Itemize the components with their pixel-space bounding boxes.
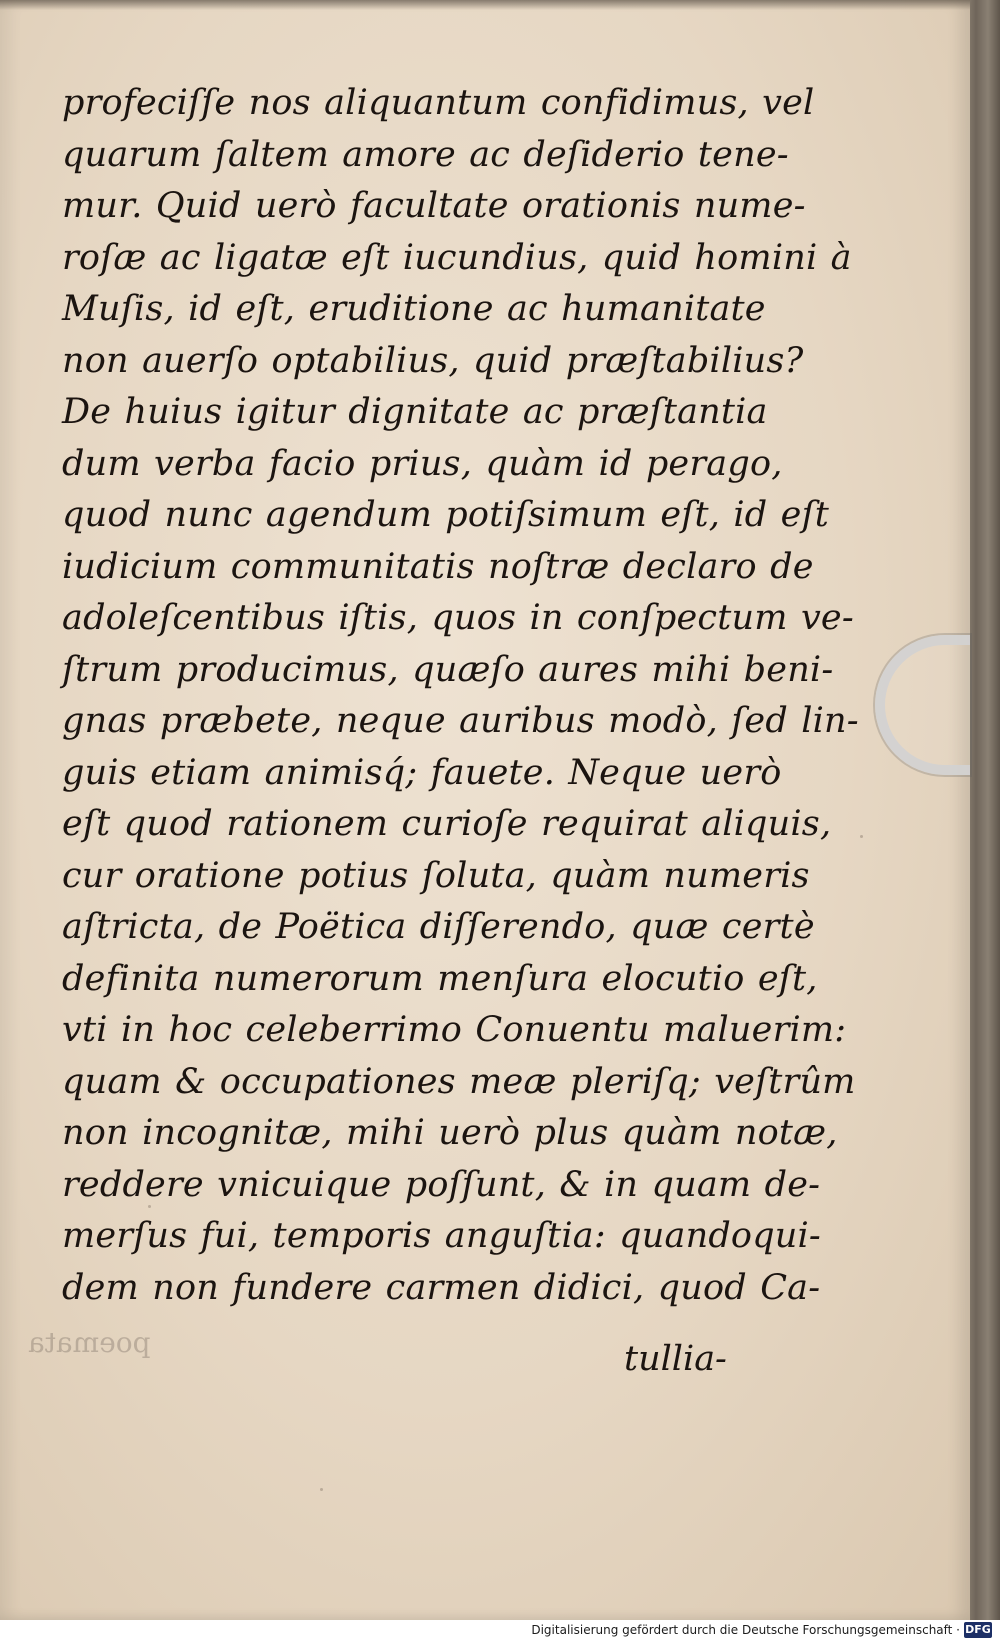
footer-bar [0,1620,1000,1641]
binder-clip [875,635,970,775]
text-line: merſus fui, temporis anguſtia: quandoqui- [62,1216,821,1256]
text-line: gnas præbete, neque auribus modò, ſed lin- [62,701,859,741]
funding-credit: Digitalisierung gefördert durch die Deutsche Forschungsgemeinschaft · [531,1623,960,1637]
text-line: cur oratione potius ſoluta, quàm numeris [62,855,810,896]
text-line: dem non fundere carmen didici, quod Ca- [62,1267,821,1308]
page-top-shadow [0,0,970,10]
text-line: ſtrum producimus, quæſo aures mihi beni- [62,649,834,690]
text-line: reddere vnicuique poſſunt, & in quam de- [62,1164,821,1205]
scan-speck [860,835,863,838]
text-line: guis etiam animisq́; fauete. Neque uerò [62,752,782,793]
catchword: tullia- [624,1339,727,1379]
text-line: dum verba facio prius, quàm id perago, [62,443,783,484]
text-line: non incognitæ, mihi uerò plus quàm notæ, [62,1113,838,1153]
page-text [62,78,859,1314]
scan-speck [148,1205,151,1208]
text-line: adoleſcentibus iſtis, quos in conſpectum ve- [62,598,854,638]
text-line: vti in hoc celeberrimo Conuentu maluerim: [62,1010,847,1050]
text-line: Muſis, id eſt, eruditione ac humanitate [62,289,766,329]
text-line: De huius igitur dignitate ac præſtantia [62,392,768,432]
text-line: iudicium communitatis noſtræ declaro de [62,546,814,587]
dfg-logo: DFG [965,1623,991,1636]
text-line: non auerſo optabilius, quid præſtabilius? [62,340,804,381]
text-line: quod nunc agendum potiſsimum eſt, id eſt [62,495,830,535]
scan-speck [320,1488,323,1491]
text-line: quarum ſaltem amore ac deſiderio tene- [62,134,789,175]
text-line: definita numerorum menſura elocutio eſt, [62,958,818,999]
text-line: mur. Quid uerò facultate orationis nume- [62,186,806,226]
bleed-through-text: poemata [28,1326,151,1359]
text-line: aſtricta, de Poëtica diſſerendo, quæ certè [62,907,815,947]
text-line: eſt quod rationem curioſe requirat aliquis, [62,804,832,844]
text-line: quam & occupationes meæ pleriſq; veſtrûm [62,1061,856,1102]
text-line: profeciſſe nos aliquantum confidimus, vel [62,83,815,123]
text-line: roſæ ac ligatæ eſt iucundius, quid homini à [62,237,852,278]
